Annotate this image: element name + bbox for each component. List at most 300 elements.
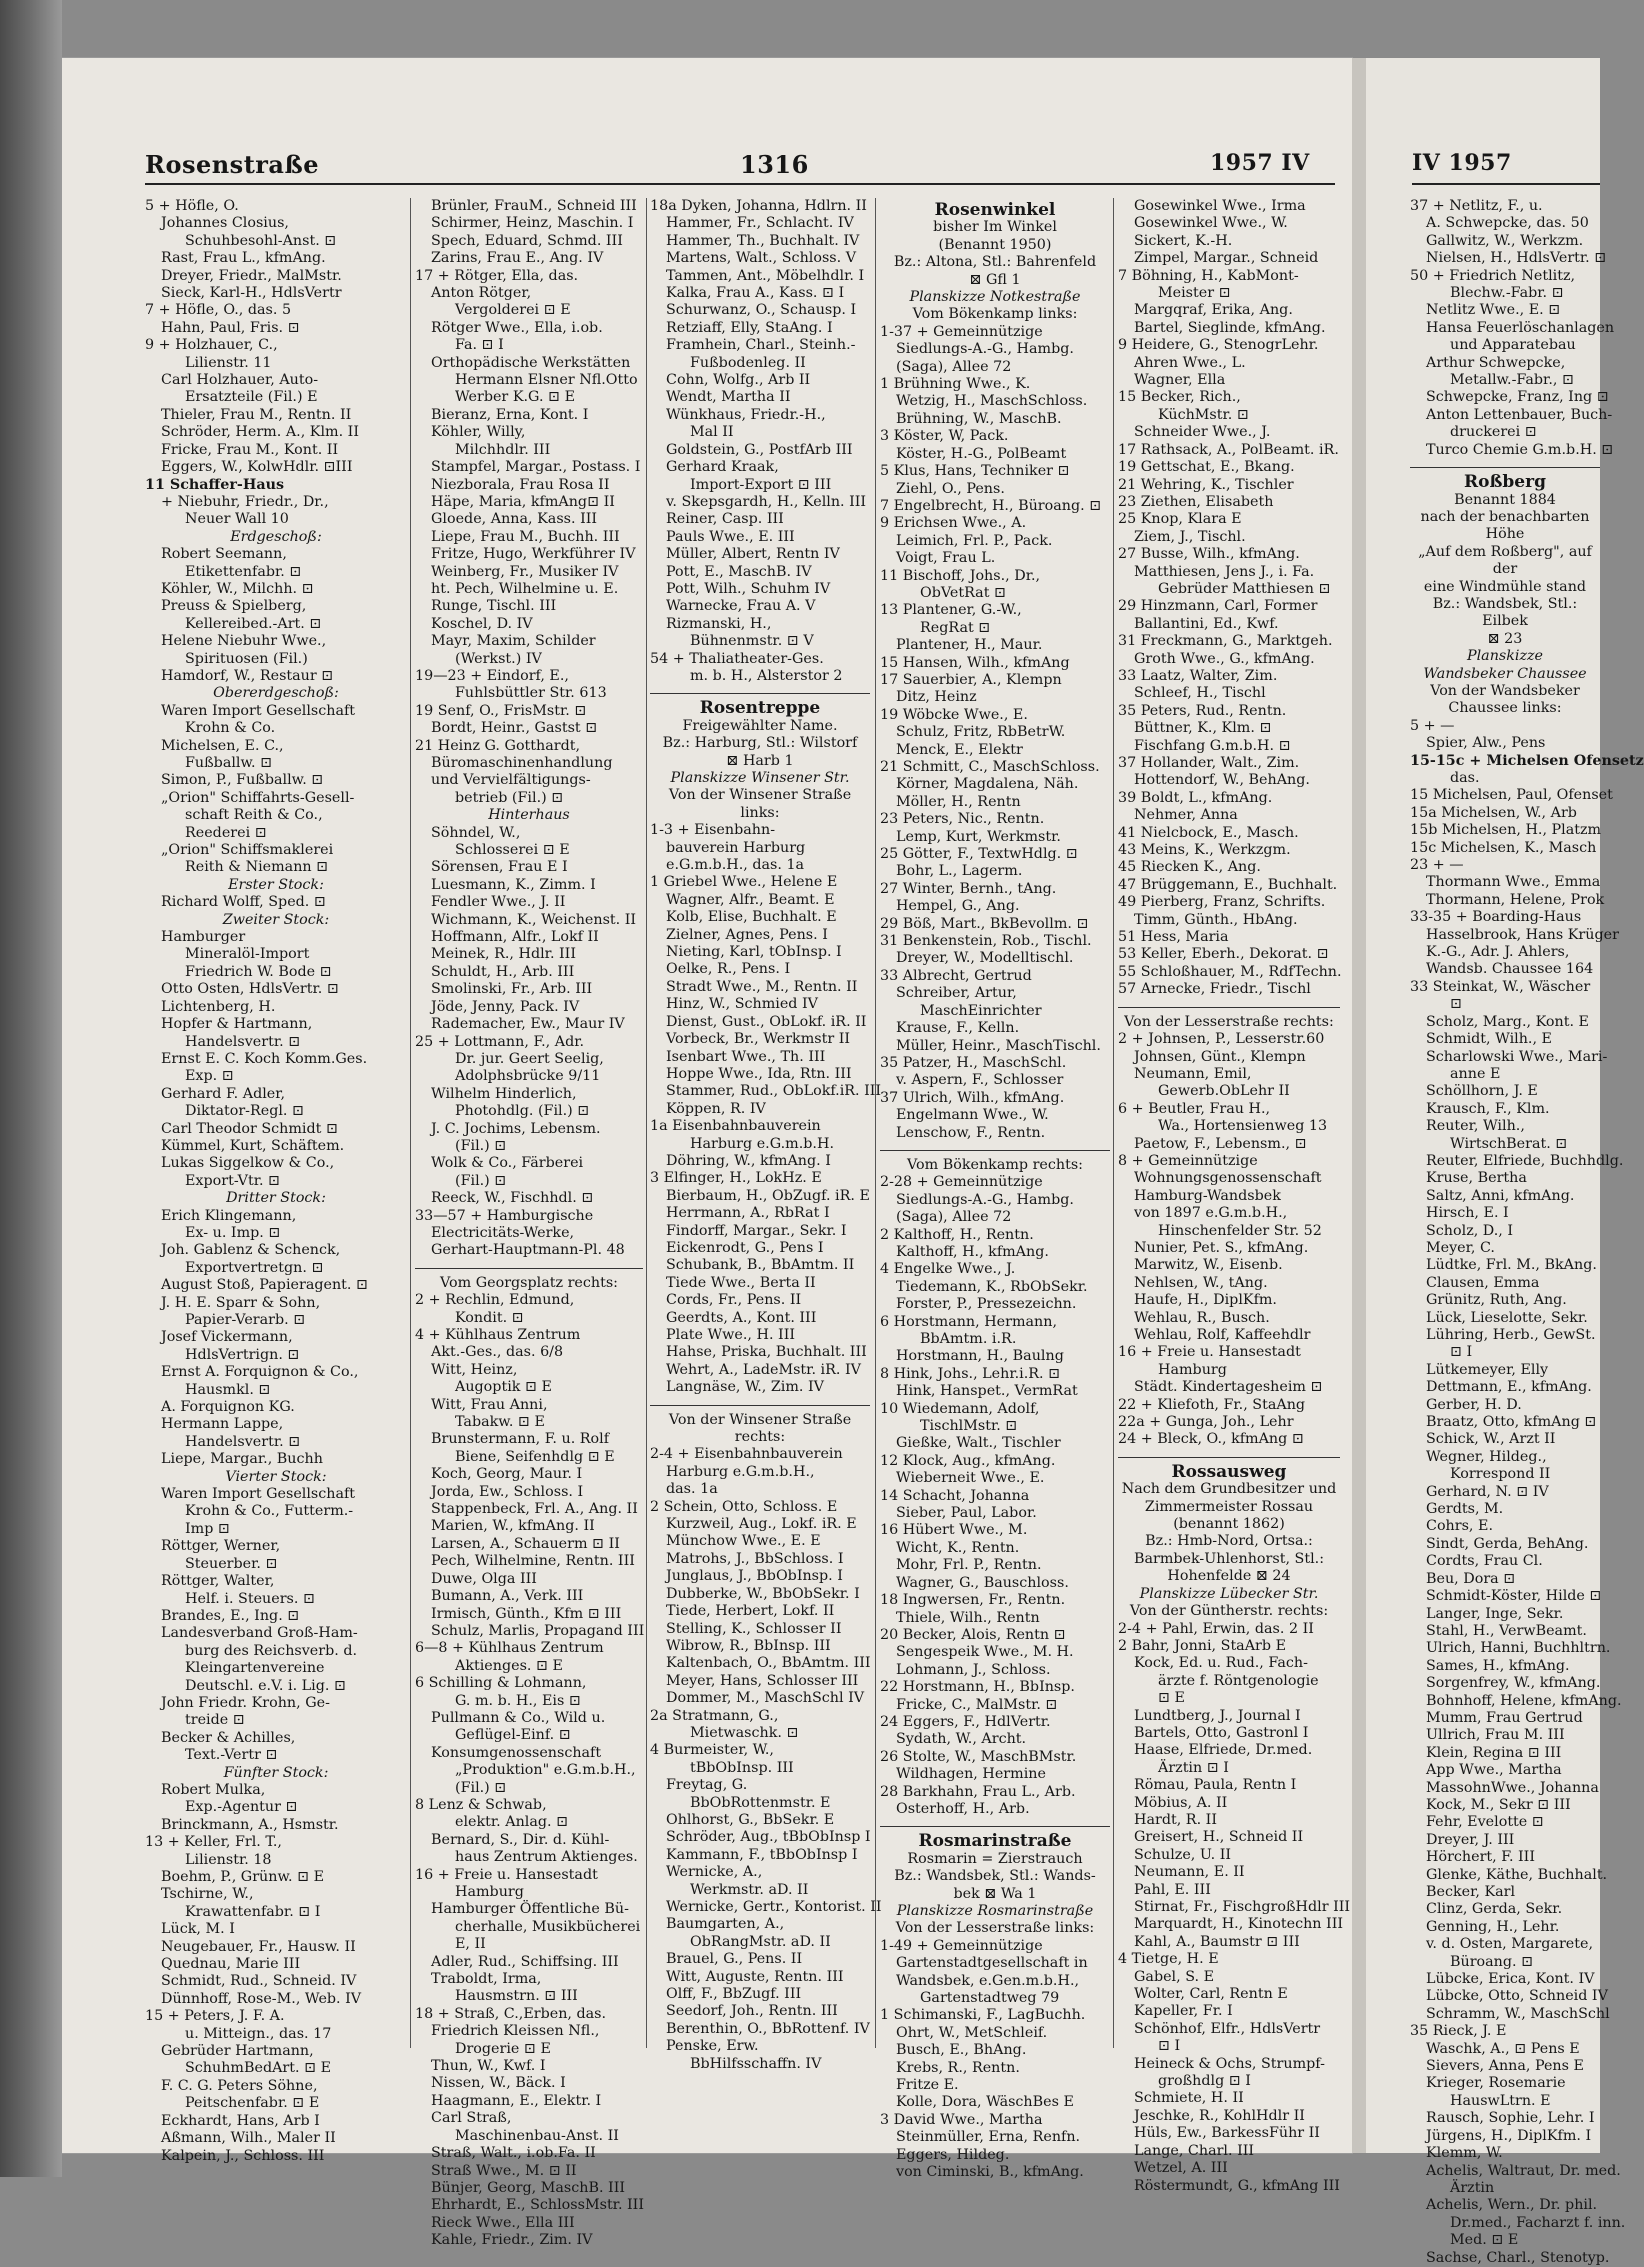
directory-entry: 1-49 + Gemeinnützige [880,1937,1043,1954]
directory-entry: Hirsch, E. I [1426,1205,1509,1222]
directory-entry: Schleef, H., Tischl [1134,685,1266,702]
column-divider [1113,198,1114,2048]
directory-entry: Clinz, Gerda, Sekr. [1426,1901,1563,1918]
directory-entry: Forster, P., Pressezeichn. [896,1296,1077,1313]
directory-entry: rechts: [734,1429,786,1446]
directory-entry: Wildhagen, Hermine [896,1766,1046,1783]
directory-entry: Neuer Wall 10 [185,511,289,528]
directory-entry: ärzte f. Röntgenologie [1158,1672,1319,1689]
directory-entry: Wetzig, H., MaschSchloss. [896,393,1088,410]
directory-entry: Bernard, S., Dir. d. Kühl- [431,1831,610,1848]
directory-entry: Ditz, Heinz [896,689,977,706]
directory-entry: Hamburger [161,929,246,946]
directory-entry: Tschirne, W., [161,1886,254,1903]
directory-entry: 5 Klus, Hans, Techniker ⊡ [880,463,1070,480]
directory-entry: ht. Pech, Wilhelmine u. E. [431,580,619,597]
directory-entry: Turco Chemie G.m.b.H. ⊡ [1426,441,1614,458]
directory-entry: 5 + — [1410,717,1455,734]
directory-entry: 27 Busse, Wilh., kfmAng. [1118,546,1300,563]
directory-entry: Irmisch, Günth., Kfm ⊡ III [431,1605,622,1622]
directory-entry: Helf. i. Steuers. ⊡ [185,1590,315,1607]
directory-entry: Scharlowski Wwe., Mari- [1426,1048,1608,1065]
directory-entry: Tammen, Ant., Möbelhdlr. I [666,267,865,284]
directory-entry: Stahl, H., VerwBeamt. [1426,1622,1587,1639]
directory-entry: Dommer, M., MaschSchl IV [666,1690,865,1707]
directory-entry: Lilienstr. 11 [185,354,272,371]
directory-entry: Schröder, Aug., tBbObInsp I [666,1829,871,1846]
directory-entry: Werkmstr. aD. II [690,1881,809,1898]
directory-entry: Ullrich, Frau M. III [1426,1727,1565,1744]
directory-entry: Meyer, C. [1426,1239,1495,1256]
directory-entry: 8 Lenz & Schwab, [415,1796,547,1813]
directory-entry: Adler, Rud., Schiffsing. III [431,1953,619,1970]
directory-entry: Hasselbrook, Hans Krüger [1426,926,1619,943]
directory-entry: Etikettenfabr. ⊡ [185,563,302,580]
directory-entry: 10 Wiedemann, Adolf, [880,1400,1040,1417]
directory-entry: Wegner, Hildeg., [1426,1448,1547,1465]
directory-entry: Planskizze Rosmarinstraße [896,1903,1094,1919]
directory-entry: 20 Becker, Alois, Rentn ⊡ [880,1626,1066,1643]
directory-column-4 [880,198,1110,2181]
directory-entry: Wünkhaus, Friedr.-H., [666,406,826,423]
directory-entry: Gosewinkel Wwe., Irma [1134,198,1306,214]
directory-entry: App Wwe., Martha [1426,1762,1562,1779]
directory-entry: A. Forquignon KG. [161,1399,295,1416]
directory-entry: (benannt 1862) [1173,1516,1285,1533]
directory-entry: Vom Georgsplatz rechts: [439,1274,618,1291]
directory-entry: Dritter Stock: [226,1190,326,1207]
directory-entry: ⊡ [1450,996,1462,1013]
directory-entry: Brünler, FrauM., Schneid III [431,198,637,214]
directory-entry: ⊡ E [1158,1690,1185,1707]
directory-entry: Heineck & Ochs, Strumpf- [1134,2055,1325,2072]
directory-entry: Groth Wwe., G., kfmAng. [1134,650,1315,667]
directory-entry: Krohn & Co. [185,720,276,737]
directory-entry: Tiede, Herbert, Lokf. II [666,1603,835,1620]
directory-entry: Aßmann, Wilh., Maler II [161,2130,336,2147]
directory-entry: MassohnWwe., Johanna [1426,1779,1599,1796]
directory-entry: Menck, E., Elektr [896,741,1023,758]
directory-entry: großhdlg ⊡ I [1158,2073,1251,2090]
directory-entry: Stelling, K., Schlosser II [666,1620,842,1637]
directory-entry: Nach dem Grundbesitzer und [1121,1481,1337,1498]
directory-entry: Köhler, Willy, [431,424,526,441]
directory-entry: Kümmel, Kurt, Schäftem. [161,1137,345,1154]
directory-entry: Witt, Frau Anni, [431,1396,548,1413]
directory-entry: Matrohs, J., BbSchloss. I [666,1550,844,1567]
directory-entry: Lohmann, J., Schloss. [896,1661,1051,1678]
directory-entry: Sorgenfrey, W., kfmAng. [1426,1675,1601,1692]
directory-entry: Lütkemeyer, Elly [1426,1361,1549,1378]
directory-entry: 4 Burmeister, W., [650,1742,774,1759]
directory-entry: Von der Wandsbeker [1430,682,1580,699]
directory-entry: Mayr, Maxim, Schilder [431,633,596,650]
directory-entry: Reiner, Casp. III [666,511,784,528]
directory-entry: Anton Rötger, [431,285,532,302]
directory-entry: 1-37 + Gemeinnützige [880,323,1043,340]
street-section-title: Rosentreppe [699,698,821,719]
directory-entry: 25 Knop, Klara E [1118,511,1242,528]
header-rule [145,183,1335,185]
directory-entry: Zimpel, Margar., Schneid [1134,250,1319,267]
directory-entry: 18 Ingwersen, Fr., Rentn. [880,1592,1066,1609]
directory-entry: Gießke, Walt., Tischler [896,1435,1061,1452]
directory-entry: 19—23 + Eindorf, E., [415,667,569,684]
directory-entry: „Orion" Schiffsmaklerei [161,842,334,859]
directory-entry: 28 Barkhahn, Frau L., Arb. [880,1783,1076,1800]
directory-entry: Traboldt, Irma, [431,1971,542,1988]
directory-entry: Bz.: Hmb-Nord, Ortsa.: [1145,1533,1313,1550]
directory-entry: Nielsen, H., HdlsVertr. ⊡ [1426,250,1607,267]
directory-entry: Matthiesen, Jens J., i. Fa. [1134,563,1315,580]
directory-entry: Simon, P., Fußballw. ⊡ [161,772,324,789]
directory-entry: treide ⊡ [185,1712,245,1729]
directory-entry: Rosmarin = Zierstrauch [907,1850,1083,1867]
directory-entry: 1-3 + Eisenbahn- [650,822,776,839]
section-rule [1118,1007,1340,1008]
directory-entry: Lukas Siggelkow & Co., [161,1155,335,1172]
directory-entry: Cordts, Frau Cl. [1426,1553,1543,1570]
directory-entry: 43 Meins, K., Werkzgm. [1118,842,1291,859]
directory-entry: Zimmermeister Rossau [1144,1498,1314,1515]
directory-entry: das. [1450,770,1480,786]
directory-entry: Wicht, K., Rentn. [896,1539,1020,1556]
directory-entry: Schulz, Fritz, RbBetrW. [896,724,1066,741]
directory-entry: „Produktion" e.G.m.b.H., [455,1762,636,1779]
directory-entry: Leimich, Frl. P., Pack. [896,532,1053,549]
directory-entry: anne E [1450,1065,1501,1082]
directory-entry: Straß, Walt., i.ob.Fa. II [431,2145,596,2162]
directory-entry: 4 Engelke Wwe., J. [880,1261,1016,1278]
directory-entry: (Fil.) ⊡ [455,1172,507,1189]
directory-entry: Blechw.-Fabr. ⊡ [1450,285,1564,302]
column-divider [875,198,876,2048]
directory-entry: Hottendorf, W., BehAng. [1134,772,1310,789]
column-divider [646,198,647,2048]
directory-entry: Bordt, Heinr., Gastst ⊡ [431,720,598,737]
directory-entry: Von der Winsener Straße [668,1411,852,1428]
directory-entry: Müller, Albert, Rentn IV [666,546,840,563]
directory-entry: und Vervielfältigungs- [431,772,591,789]
directory-entry: Arthur Schwepcke, [1426,354,1566,371]
directory-entry: Stammer, Rud., ObLokf.iR. III [666,1083,882,1100]
directory-entry: Quednau, Marie III [161,1956,301,1973]
directory-entry: Bz.: Wandsbek, Stl.: Wands- [894,1868,1096,1885]
directory-entry: Bartels, Otto, Gastronl I [1134,1724,1309,1741]
directory-entry: Klein, Regina ⊡ III [1426,1744,1562,1761]
directory-entry: Kolle, Dora, WäschBes E [896,2094,1074,2111]
directory-entry: Bartel, Sieglinde, kfmAng. [1134,319,1326,336]
directory-entry: nach der benachbarten Höhe [1420,508,1590,543]
directory-entry: Robert Seemann, [161,546,287,563]
directory-entry: Langer, Inge, Sekr. [1426,1605,1564,1622]
directory-entry: Mumm, Frau Gertrud [1426,1709,1583,1726]
directory-entry: Hüls, Ew., BarkessFühr II [1134,2125,1320,2142]
directory-entry: Ballantini, Ed., Kwf. [1134,615,1279,632]
directory-entry: schaft Reith & Co., [185,807,323,824]
directory-entry: Lüdtke, Frl. M., BkAng. [1426,1257,1597,1274]
directory-column-2 [415,198,645,2249]
directory-entry: Sindt, Gerda, BehAng. [1426,1535,1589,1552]
directory-entry: Ahren Wwe., L. [1134,354,1246,371]
directory-entry: Tiedemann, K., RbObSekr. [896,1278,1088,1295]
directory-entry: Waren Import Gesellschaft [161,702,356,719]
directory-entry: Johannes Closius, [161,215,289,232]
directory-entry: Metallw.-Fabr., ⊡ [1450,372,1574,389]
directory-entry: Ex- u. Imp. ⊡ [185,1224,281,1241]
directory-entry: Neugebauer, Fr., Hausw. II [161,1938,356,1955]
directory-entry: e.G.m.b.H., das. 1a [666,857,805,874]
directory-column-1 [145,198,407,2164]
directory-entry: Saltz, Anni, kfmAng. [1426,1187,1575,1204]
directory-entry: 15 Michelsen, Paul, Ofenset [1410,787,1613,804]
directory-entry: haus Zentrum Aktienges. [455,1849,638,1866]
directory-entry: Mietwaschk. ⊡ [690,1724,799,1741]
directory-entry: elektr. Anlag. ⊡ [455,1814,569,1831]
directory-entry: Von der Lesserstraße rechts: [1124,1013,1334,1030]
directory-entry: von Ciminski, B., kfmAng. [896,2164,1084,2181]
directory-entry: Michelsen, E. C., [161,737,284,754]
directory-entry: 15 Becker, Rich., [1118,389,1241,406]
directory-entry: (Benannt 1950) [938,236,1052,253]
directory-entry: Vom Bökenkamp rechts: [906,1156,1084,1173]
directory-entry: Klemm, W. [1426,2145,1503,2162]
directory-entry: Peitschenfabr. ⊡ E [185,2095,320,2112]
directory-entry: Photohdlg. (Fil.) ⊡ [455,1103,590,1120]
directory-entry: Obererdgeschoß: [213,685,339,702]
directory-entry: Hermann Elsner Nfl.Otto [455,372,638,389]
directory-entry: Krohn & Co., Futterm.- [185,1503,354,1520]
directory-entry: Schlosserei ⊡ E [455,842,570,859]
directory-entry: Kammann, F., tBbObInsp I [666,1846,858,1863]
directory-entry: 1a Eisenbahnbauverein [650,1118,821,1135]
directory-entry: ⊡ I [1450,1344,1473,1361]
directory-entry: Gewerb.ObLehr II [1158,1083,1290,1100]
directory-entry: Rieck Wwe., Ella III [431,2214,575,2231]
directory-entry: Planskizze Winsener Str. [670,770,850,786]
directory-entry: Hinterhaus [488,807,570,824]
directory-entry: Wehlau, R., Busch. [1134,1309,1270,1326]
directory-entry: Sydath, W., Archt. [896,1731,1027,1748]
directory-entry: 54 + Thaliatheater-Ges. [650,650,824,667]
directory-entry: Wendt, Martha II [666,389,791,406]
directory-entry: Schönhof, Elfr., HdlsVertr [1134,2020,1321,2037]
directory-entry: Wandsb. Chaussee 164 [1426,961,1594,978]
directory-entry: Liepe, Margar., Buchh [161,1451,323,1468]
directory-entry: (Fil.) ⊡ [455,1137,507,1154]
directory-entry: Smolinski, Fr., Arb. III [431,981,593,998]
directory-entry: 18 + Straß, C.,Erben, das. [415,2005,607,2022]
section-rule [415,1268,643,1269]
directory-entry: Hohenfelde ⊠ 24 [1167,1568,1291,1585]
directory-entry: Hamburger Öffentliche Bü- [431,1901,629,1918]
directory-entry: Robert Mulka, [161,1781,266,1798]
directory-entry: 19 Senf, O., FrisMstr. ⊡ [415,702,587,719]
directory-entry: Richard Wolff, Sped. ⊡ [161,894,326,911]
directory-entry: Baumgarten, A., [666,1916,785,1933]
section-rule [650,693,870,694]
directory-entry: Stirnat, Fr., FischgroßHdlr III [1134,1899,1351,1915]
directory-entry: MaschEinrichter [920,1002,1042,1019]
directory-entry: Schwepcke, Franz, Ing ⊡ [1426,389,1609,406]
directory-entry: Bz.: Harburg, Stl.: Wilstorf [662,735,858,752]
directory-entry: 1 Schimanski, F., LagBuchh. [880,2007,1086,2024]
directory-entry: 33 Laatz, Walter, Zim. [1118,667,1278,684]
directory-entry: Bz.: Altona, Stl.: Bahrenfeld [893,254,1097,271]
directory-entry: Kalthoff, H., kfmAng. [896,1243,1049,1260]
directory-entry: Deutschl. e.V. i. Lig. ⊡ [185,1677,346,1694]
directory-entry: Kaltenbach, O., BbAmtm. III [666,1655,871,1672]
directory-entry: Wernicke, A., [666,1864,763,1881]
directory-entry: Sachse, Charl., Stenotyp. [1426,2249,1610,2266]
directory-entry: Dreyer, W., Modelltischl. [896,950,1074,967]
directory-entry: 27 Winter, Bernh., tAng. [880,880,1057,897]
directory-entry: Wandsbek, e.Gen.m.b.H., [896,1972,1080,1989]
directory-entry: Eickenrodt, G., Pens I [666,1239,824,1256]
directory-entry: (Fil.) ⊡ [455,1779,507,1796]
directory-entry: links: [740,804,780,821]
directory-entry: Pauls Wwe., E. III [666,528,795,545]
directory-entry: Nieting, Karl, tObInsp. I [666,944,842,961]
directory-entry: 16 Hübert Wwe., M. [880,1522,1028,1539]
directory-entry: Haufe, H., DiplKfm. [1134,1292,1277,1309]
directory-entry: 13 + Keller, Frl. T., [145,1834,282,1851]
directory-entry: Achelis, Wern., Dr. phil. [1426,2197,1598,2214]
directory-entry: Brauel, G., Pens. II [666,1951,803,1968]
directory-entry: Dubberke, W., BbObSekr. I [666,1585,860,1602]
directory-entry: Cohn, Wolfg., Arb II [666,372,811,389]
directory-entry: 23 Ziethen, Elisabeth [1118,493,1274,510]
directory-entry: Fußballw. ⊡ [185,755,273,771]
directory-entry: K.-G., Adr. J. Ahlers, [1426,944,1570,961]
directory-entry: Kellereibed.-Art. ⊡ [185,615,322,632]
street-section-title: Rosenwinkel [934,200,1056,220]
directory-entry: 2 Schein, Otto, Schloss. E [650,1498,838,1515]
directory-entry: Zweiter Stock: [222,911,330,928]
directory-entry: 17 + Rötger, Ella, das. [415,267,579,284]
directory-entry: Benannt 1884 [1454,491,1556,508]
directory-entry: Planskizze [1466,648,1544,665]
directory-entry: Ersatzteile (Fil.) E [185,389,318,406]
directory-entry: Gabel, S. E [1134,1968,1215,1985]
directory-entry: Spier, Alw., Pens [1426,735,1546,752]
directory-entry: Schurwanz, O., Schausp. I [666,302,857,319]
directory-entry: Jürgens, H., DiplKfm. I [1426,2127,1592,2144]
directory-entry: Schneider Wwe., J. [1134,424,1271,441]
directory-entry: BbHilfsschaffn. IV [690,2055,822,2072]
directory-entry: Export-Vtr. ⊡ [185,1172,281,1189]
directory-entry: 31 Freckmann, G., Marktgeh. [1118,633,1333,650]
directory-entry: Josef Vickermann, [161,1329,293,1346]
directory-entry: Friedrich W. Bode ⊡ [185,963,332,980]
directory-entry: Larsen, A., Schauerm ⊡ II [431,1535,620,1552]
directory-entry: Hermann Lappe, [161,1416,284,1433]
directory-entry: Konsumgenossenschaft [431,1744,602,1761]
directory-entry: 23 + — [1410,857,1464,874]
directory-entry: 7 Engelbrecht, H., Büroang. ⊡ [880,497,1102,514]
directory-entry: Runge, Tischl. III [431,598,557,615]
directory-entry: Fa. ⊡ I [455,337,504,354]
directory-entry: 57 Arnecke, Friedr., Tischl [1118,981,1311,998]
directory-entry: Rademacher, Ew., Maur IV [431,1016,625,1033]
directory-entry: Wolter, Carl, Rentn E [1134,1986,1288,2003]
directory-entry: 15-15c + Michelsen Ofensetz [1410,752,1644,769]
directory-entry: Reederei ⊡ [185,824,267,841]
directory-entry: Eggers, Hildeg. [896,2146,1010,2163]
directory-entry: 8 Hink, Johs., Lehr.i.R. ⊡ [880,1365,1061,1382]
directory-entry: ⊠ 23 [1487,630,1523,647]
directory-entry: Wagner, Ella [1134,372,1226,389]
directory-entry: 51 Hess, Maria [1118,929,1229,946]
year-volume-right: IV 1957 [1412,150,1512,176]
directory-entry: 25 Götter, F., TextwHdlg. ⊡ [880,846,1078,863]
directory-entry: Waren Import Gesellschaft [161,1486,356,1503]
directory-entry: Vorbeck, Br., Werkmstr II [666,1031,851,1048]
directory-entry: E, II [455,1936,486,1953]
directory-entry: Hinz, W., Schmied IV [666,996,818,1013]
directory-entry: Gosewinkel Wwe., W. [1134,215,1288,232]
directory-entry: Rötger Wwe., Ella, i.ob. [431,319,603,336]
directory-column-5 [1118,198,1351,2194]
directory-entry: Gloede, Anna, Kass. III [431,511,598,528]
directory-entry: Tabakw. ⊡ E [455,1414,545,1431]
directory-entry: Lundtberg, J., Journal I [1134,1707,1301,1724]
directory-entry: Bühnenmstr. ⊡ V [690,633,814,650]
directory-entry: Marien, W., kfmAng. II [431,1518,595,1535]
directory-entry: ⊡ I [1158,2038,1181,2055]
directory-entry: Hausmstrn. ⊡ III [455,1988,578,2005]
directory-entry: betrieb (Fil.) ⊡ [455,789,564,806]
directory-entry: Fünfter Stock: [223,1764,329,1781]
directory-entry: Dienst, Gust., ObLokf. iR. II [666,1013,867,1030]
directory-entry: Steinmüller, Erna, Renfn. [896,2129,1081,2146]
directory-entry: Mohr, Frl. P., Rentn. [896,1557,1042,1574]
directory-entry: Isenbart Wwe., Th. III [666,1048,826,1065]
directory-entry: Dünnhoff, Rose-M., Web. IV [161,1990,362,2007]
directory-entry: Hausmkl. ⊡ [185,1381,271,1398]
directory-entry: Spech, Eduard, Schmd. III [431,232,623,249]
directory-entry: BbObRottenmstr. E [690,1794,831,1811]
directory-entry: Imp ⊡ [185,1520,230,1537]
directory-entry: 15 Hansen, Wilh., kfmAng [880,654,1070,671]
directory-entry: Gebrüder Hartmann, [161,2043,314,2060]
directory-entry: Bohnhoff, Helene, kfmAng. [1426,1692,1622,1709]
directory-entry: Exp. ⊡ [185,1068,234,1085]
directory-entry: Kalpein, J., Schloss. III [161,2147,325,2164]
directory-entry: Anton Lettenbauer, Buch- [1426,406,1613,423]
directory-entry: 3 Köster, W, Pack. [880,428,1009,445]
directory-entry: 6—8 + Kühlhaus Zentrum [415,1640,604,1657]
directory-entry: Reuter, Elfriede, Buchhdlg. [1426,1152,1624,1169]
directory-entry: Beu, Dora ⊡ [1426,1570,1516,1587]
directory-entry: Rast, Frau L., kfmAng. [161,250,326,267]
directory-entry: Freytag, G. [666,1777,748,1794]
directory-entry: Städt. Kindertagesheim ⊡ [1134,1379,1323,1396]
directory-entry: 55 Schloßhauer, M., RdfTechn. [1118,963,1342,980]
directory-entry: (Saga), Allee 72 [896,358,1012,375]
directory-entry: Lück, M. I [161,1921,235,1938]
directory-entry: Thormann Wwe., Emma [1426,874,1601,891]
directory-entry: Ernst A. Forquignon & Co., [161,1364,359,1381]
directory-entry: Biene, Seifenhdlg ⊡ E [455,1448,615,1465]
directory-entry: Pahl, E. III [1134,1881,1211,1898]
directory-entry: Körner, Magdalena, Näh. [896,776,1079,793]
directory-entry: Nehlsen, W., tAng. [1134,1274,1268,1291]
directory-entry: Plantener, H., Maur. [896,637,1043,654]
directory-entry: Eckhardt, Hans, Arb I [161,2112,320,2129]
directory-entry: 22 + Kliefoth, Fr., StaAng [1118,1396,1306,1413]
directory-entry: Hardt, R. II [1134,1811,1217,1828]
